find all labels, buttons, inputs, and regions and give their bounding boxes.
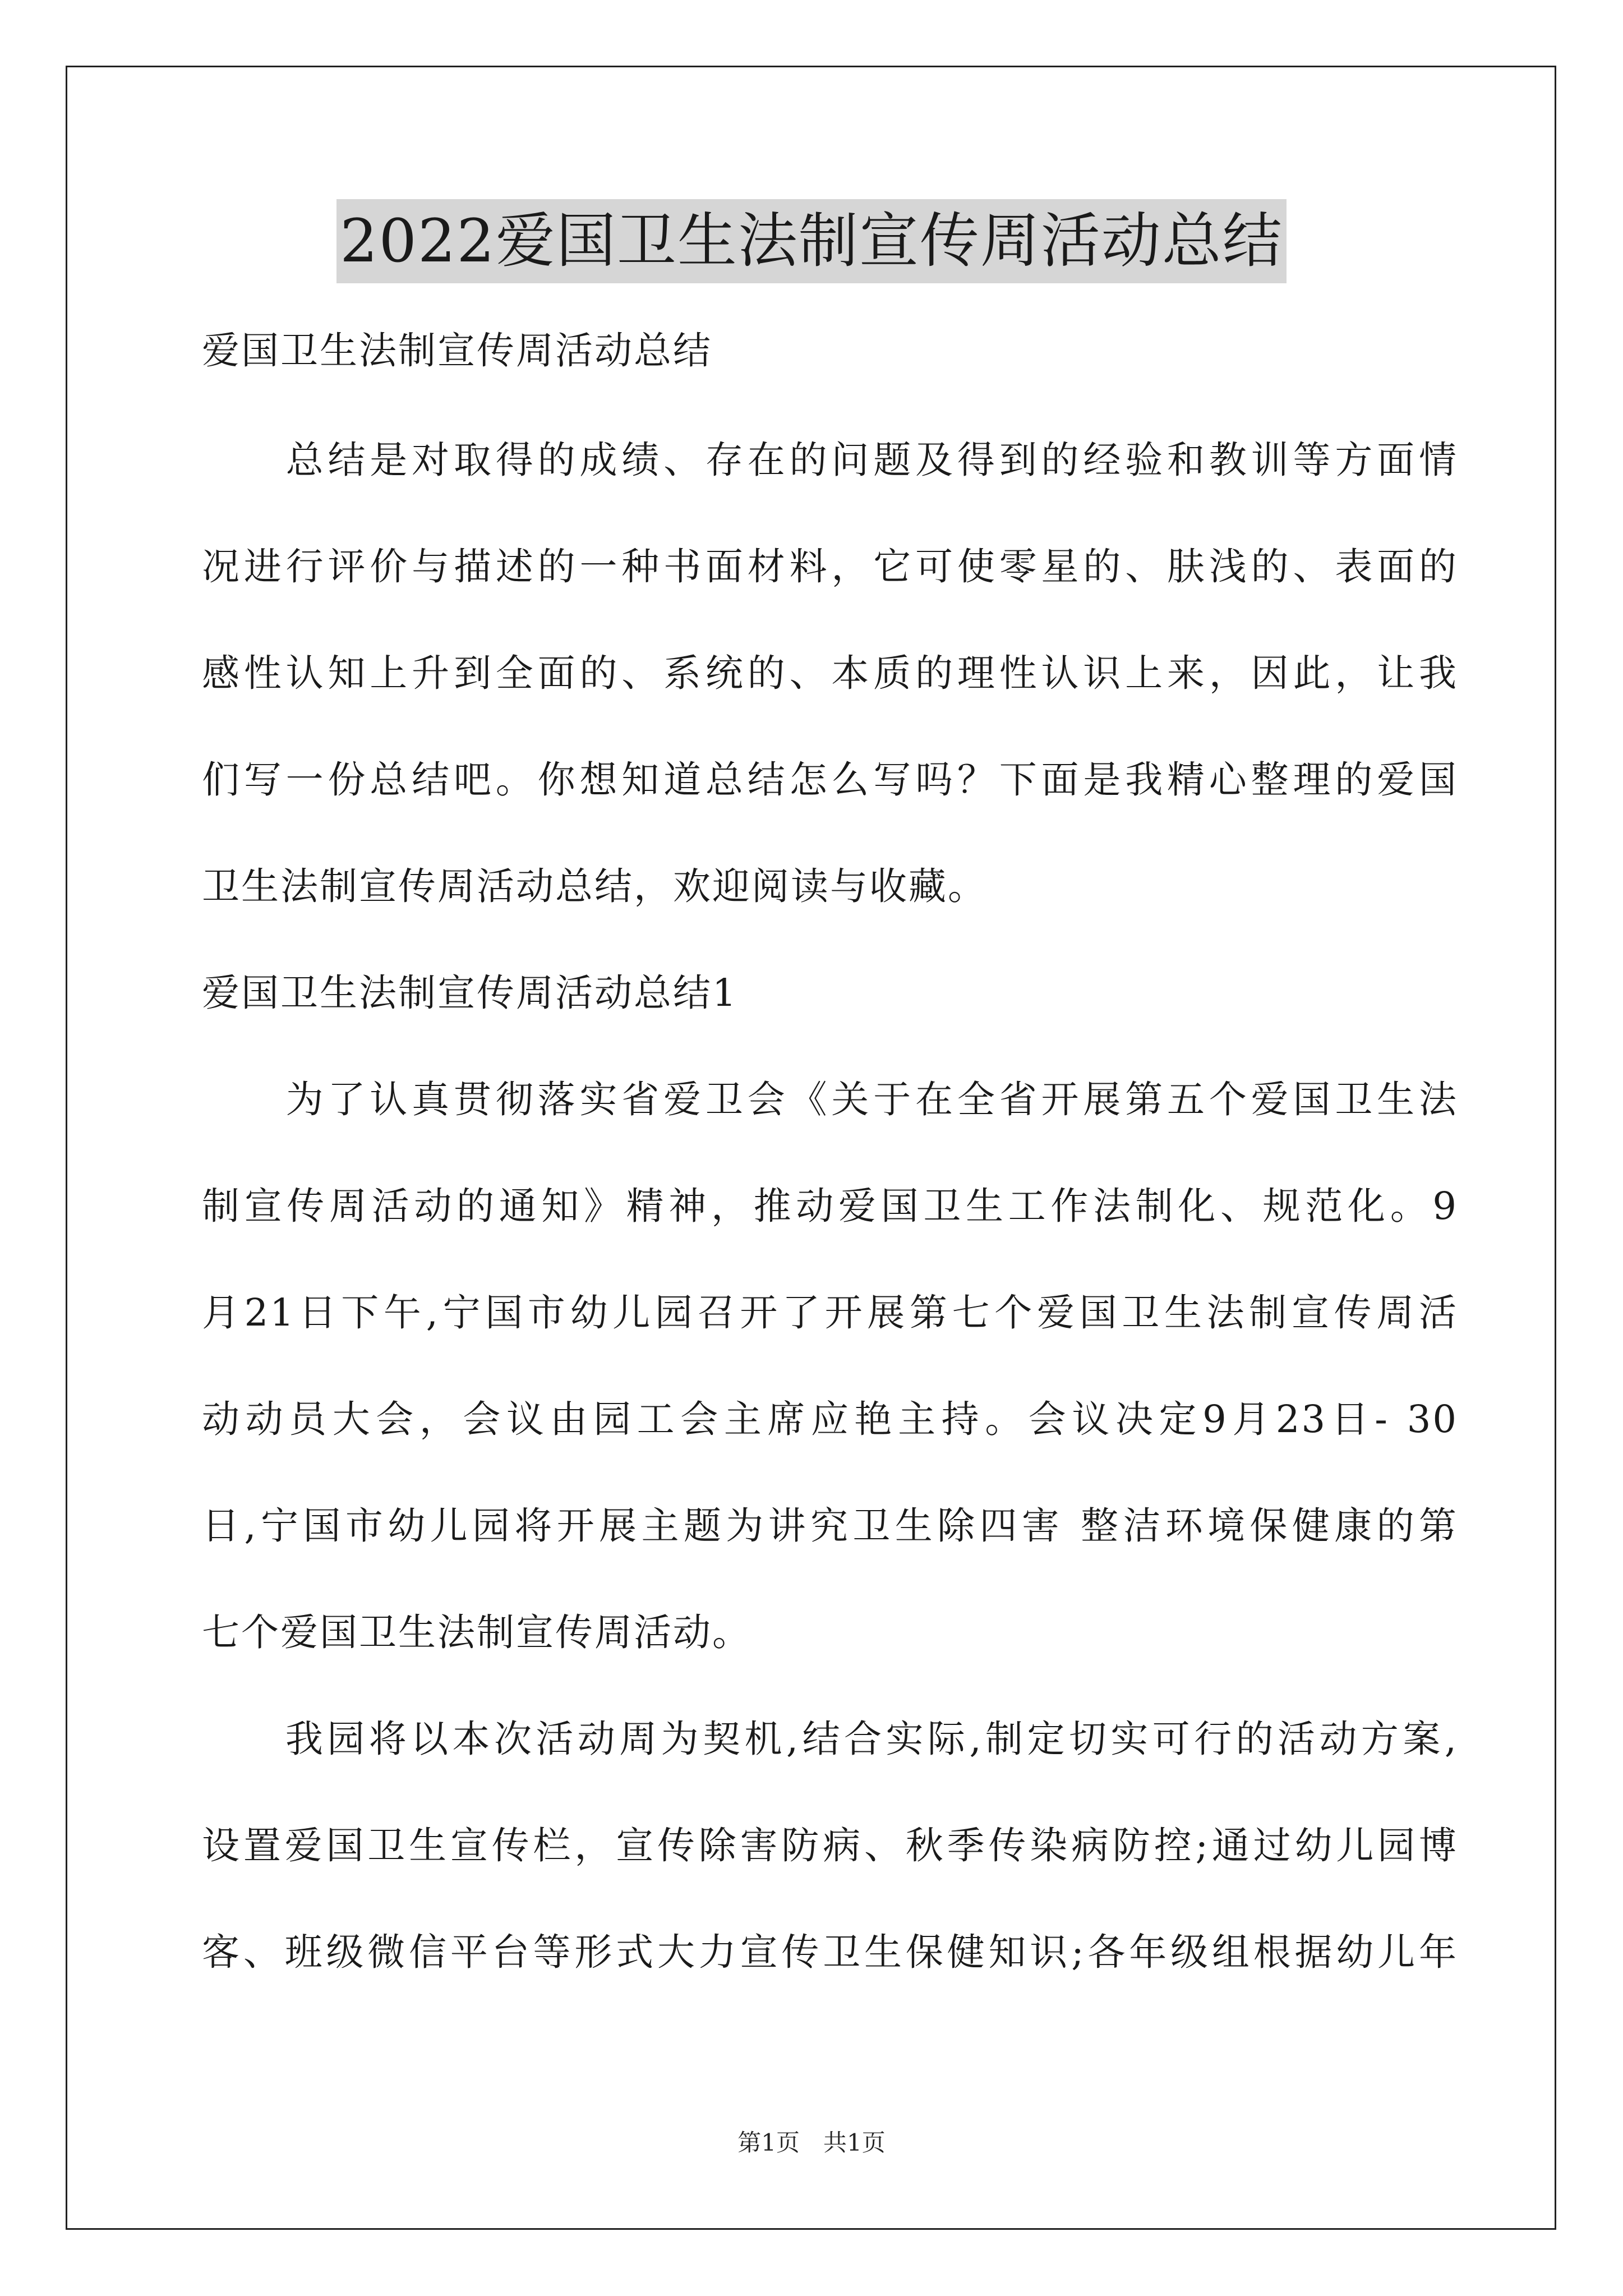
paragraph-line: 七个爱国卫生法制宣传周活动。 [202,1611,751,1654]
paragraph-line: 日,宁国市幼儿园将开展主题为讲究卫生除四害 整洁环境保健康的第 [202,1504,1458,1548]
section-heading: 爱国卫生法制宣传周活动总结1 [202,971,738,1015]
paragraph-line: 客、班级微信平台等形式大力宣传卫生保健知识;各年级组根据幼儿年 [202,1930,1458,1974]
document-title: 2022爱国卫生法制宣传周活动总结 [336,199,1287,283]
page-footer: 第1页 共1页 [737,2129,886,2156]
paragraph-line: 总结是对取得的成绩、存在的问题及得到的经验和教训等方面情 [202,438,1458,482]
paragraph-line: 卫生法制宣传周活动总结，欢迎阅读与收藏。 [202,864,987,908]
page-border [66,66,1556,2230]
paragraph-line: 月21日下午,宁国市幼儿园召开了开展第七个爱国卫生法制宣传周活 [202,1291,1458,1335]
paragraph-line: 们写一份总结吧。你想知道总结怎么写吗？下面是我精心整理的爱国 [202,758,1458,802]
title-wrap [0,199,1623,283]
paragraph-line: 为了认真贯彻落实省爱卫会《关于在全省开展第五个爱国卫生法 [202,1078,1458,1121]
paragraph-line: 设置爱国卫生宣传栏，宣传除害防病、秋季传染病防控;通过幼儿园博 [202,1824,1458,1867]
paragraph-line: 动动员大会，会议由园工会主席应艳主持。会议决定9月23日- 30 [202,1397,1458,1441]
paragraph-line: 我园将以本次活动周为契机,结合实际,制定切实可行的活动方案, [202,1717,1458,1761]
subtitle-line: 爱国卫生法制宣传周活动总结 [202,329,712,372]
paragraph-line: 感性认知上升到全面的、系统的、本质的理性认识上来，因此，让我 [202,651,1458,695]
paragraph-line: 况进行评价与描述的一种书面材料，它可使零星的、肤浅的、表面的 [202,545,1458,588]
paragraph-line: 制宣传周活动的通知》精神，推动爱国卫生工作法制化、规范化。9 [202,1184,1458,1228]
